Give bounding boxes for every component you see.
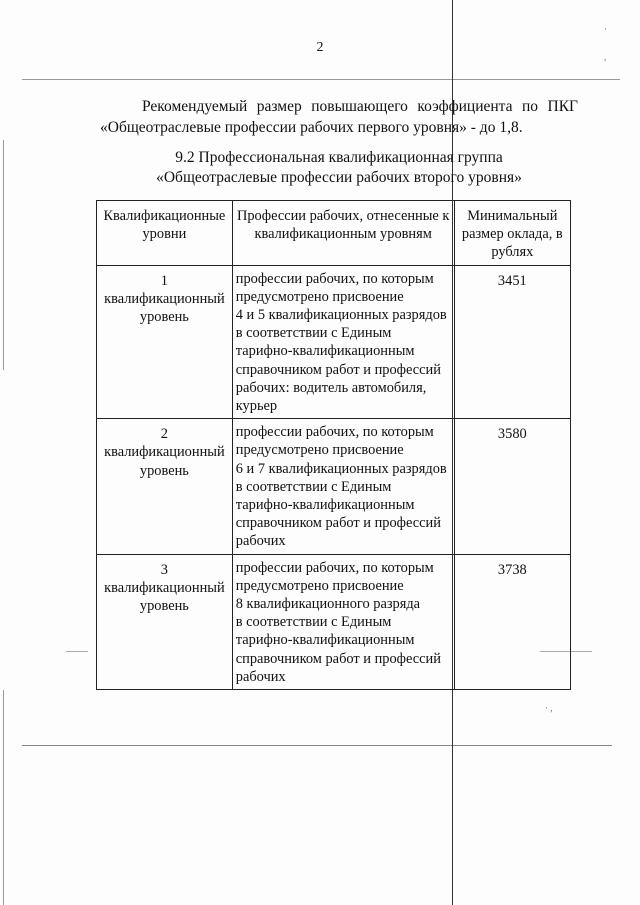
profession-line: профессии рабочих, по которым bbox=[235, 270, 434, 287]
table-row bbox=[97, 554, 571, 689]
level-cell bbox=[97, 554, 233, 689]
profession-line: курьер bbox=[235, 398, 278, 415]
group-title-line-2: «Общеотраслевые профессии рабочих второго уровня» bbox=[156, 169, 522, 186]
profession-line: в соответствии с Единым bbox=[235, 325, 392, 342]
level-number: 2 bbox=[160, 426, 168, 443]
profession-line: предусмотрено присвоение bbox=[235, 442, 404, 459]
level-word: уровень bbox=[139, 309, 189, 326]
scan-speck: , bbox=[604, 52, 607, 62]
group-title bbox=[100, 148, 578, 188]
scan-line-top bbox=[22, 79, 620, 80]
profession-line: рабочих bbox=[235, 533, 286, 550]
professions-cell bbox=[232, 419, 454, 554]
salary-cell: 3738 bbox=[454, 554, 570, 689]
profession-line: рабочих bbox=[235, 668, 286, 685]
header-professions: Профессии рабочих, отнесенные к квалификационным уровням bbox=[232, 201, 454, 266]
profession-line: тарифно-квалификационным bbox=[235, 343, 415, 360]
profession-line: справочником работ и профессий bbox=[235, 515, 441, 532]
group-title-line-1: 9.2 Профессиональная квалификационная группа bbox=[175, 149, 503, 166]
level-number: 3 bbox=[160, 561, 168, 578]
profession-line: профессии рабочих, по которым bbox=[235, 559, 434, 576]
scan-speck: · , bbox=[545, 703, 553, 713]
salary-cell: 3451 bbox=[454, 265, 570, 419]
profession-line: тарифно-квалификационным bbox=[235, 497, 415, 514]
profession-line: предусмотрено присвоение bbox=[235, 288, 404, 305]
professions-cell bbox=[232, 265, 454, 419]
profession-line: профессии рабочих, по которым bbox=[235, 424, 434, 441]
table-row bbox=[97, 419, 571, 554]
level-cell bbox=[97, 265, 233, 419]
profession-line: справочником работ и профессий bbox=[235, 361, 441, 378]
header-salary: Минимальный размер оклада, в рублях bbox=[454, 201, 570, 266]
qualification-table bbox=[96, 200, 571, 690]
profession-line: 4 и 5 квалификационных разрядов bbox=[235, 307, 447, 324]
table-row bbox=[97, 265, 571, 419]
page-number: 2 bbox=[316, 40, 324, 55]
profession-line: предусмотрено присвоение bbox=[235, 577, 404, 594]
salary-cell: 3580 bbox=[454, 419, 570, 554]
level-number: 1 bbox=[160, 272, 168, 289]
profession-line: 6 и 7 квалификационных разрядов bbox=[235, 460, 447, 477]
level-word: уровень bbox=[139, 462, 189, 479]
profession-line: тарифно-квалификационным bbox=[235, 632, 415, 649]
profession-line: справочником работ и профессий bbox=[235, 650, 441, 667]
scan-line-bottom bbox=[22, 745, 612, 746]
scan-speck: · bbox=[604, 24, 607, 34]
profession-line: в соответствии с Единым bbox=[235, 478, 392, 495]
intro-paragraph: Рекомендуемый размер повышающего коэффициента по ПКГ «Общеотраслевые профессии рабочих первого уровня» - до 1,8. bbox=[100, 98, 578, 136]
scan-line-vertical-left-top bbox=[3, 140, 4, 370]
level-word: квалификационный bbox=[104, 444, 225, 461]
professions-cell bbox=[232, 554, 454, 689]
level-cell bbox=[97, 419, 233, 554]
profession-line: в соответствии с Единым bbox=[235, 614, 392, 631]
scan-line-vertical-left-bottom bbox=[3, 690, 4, 905]
scan-dash-left bbox=[66, 651, 88, 652]
profession-line: рабочих: водитель автомобиля, bbox=[235, 379, 427, 396]
profession-line: 8 квалификационного разряда bbox=[235, 596, 421, 613]
level-word: квалификационный bbox=[104, 290, 225, 307]
header-levels: Квалификационные уровни bbox=[97, 201, 233, 266]
level-word: квалификационный bbox=[104, 579, 225, 596]
level-word: уровень bbox=[139, 598, 189, 615]
table-header-row bbox=[97, 201, 571, 266]
